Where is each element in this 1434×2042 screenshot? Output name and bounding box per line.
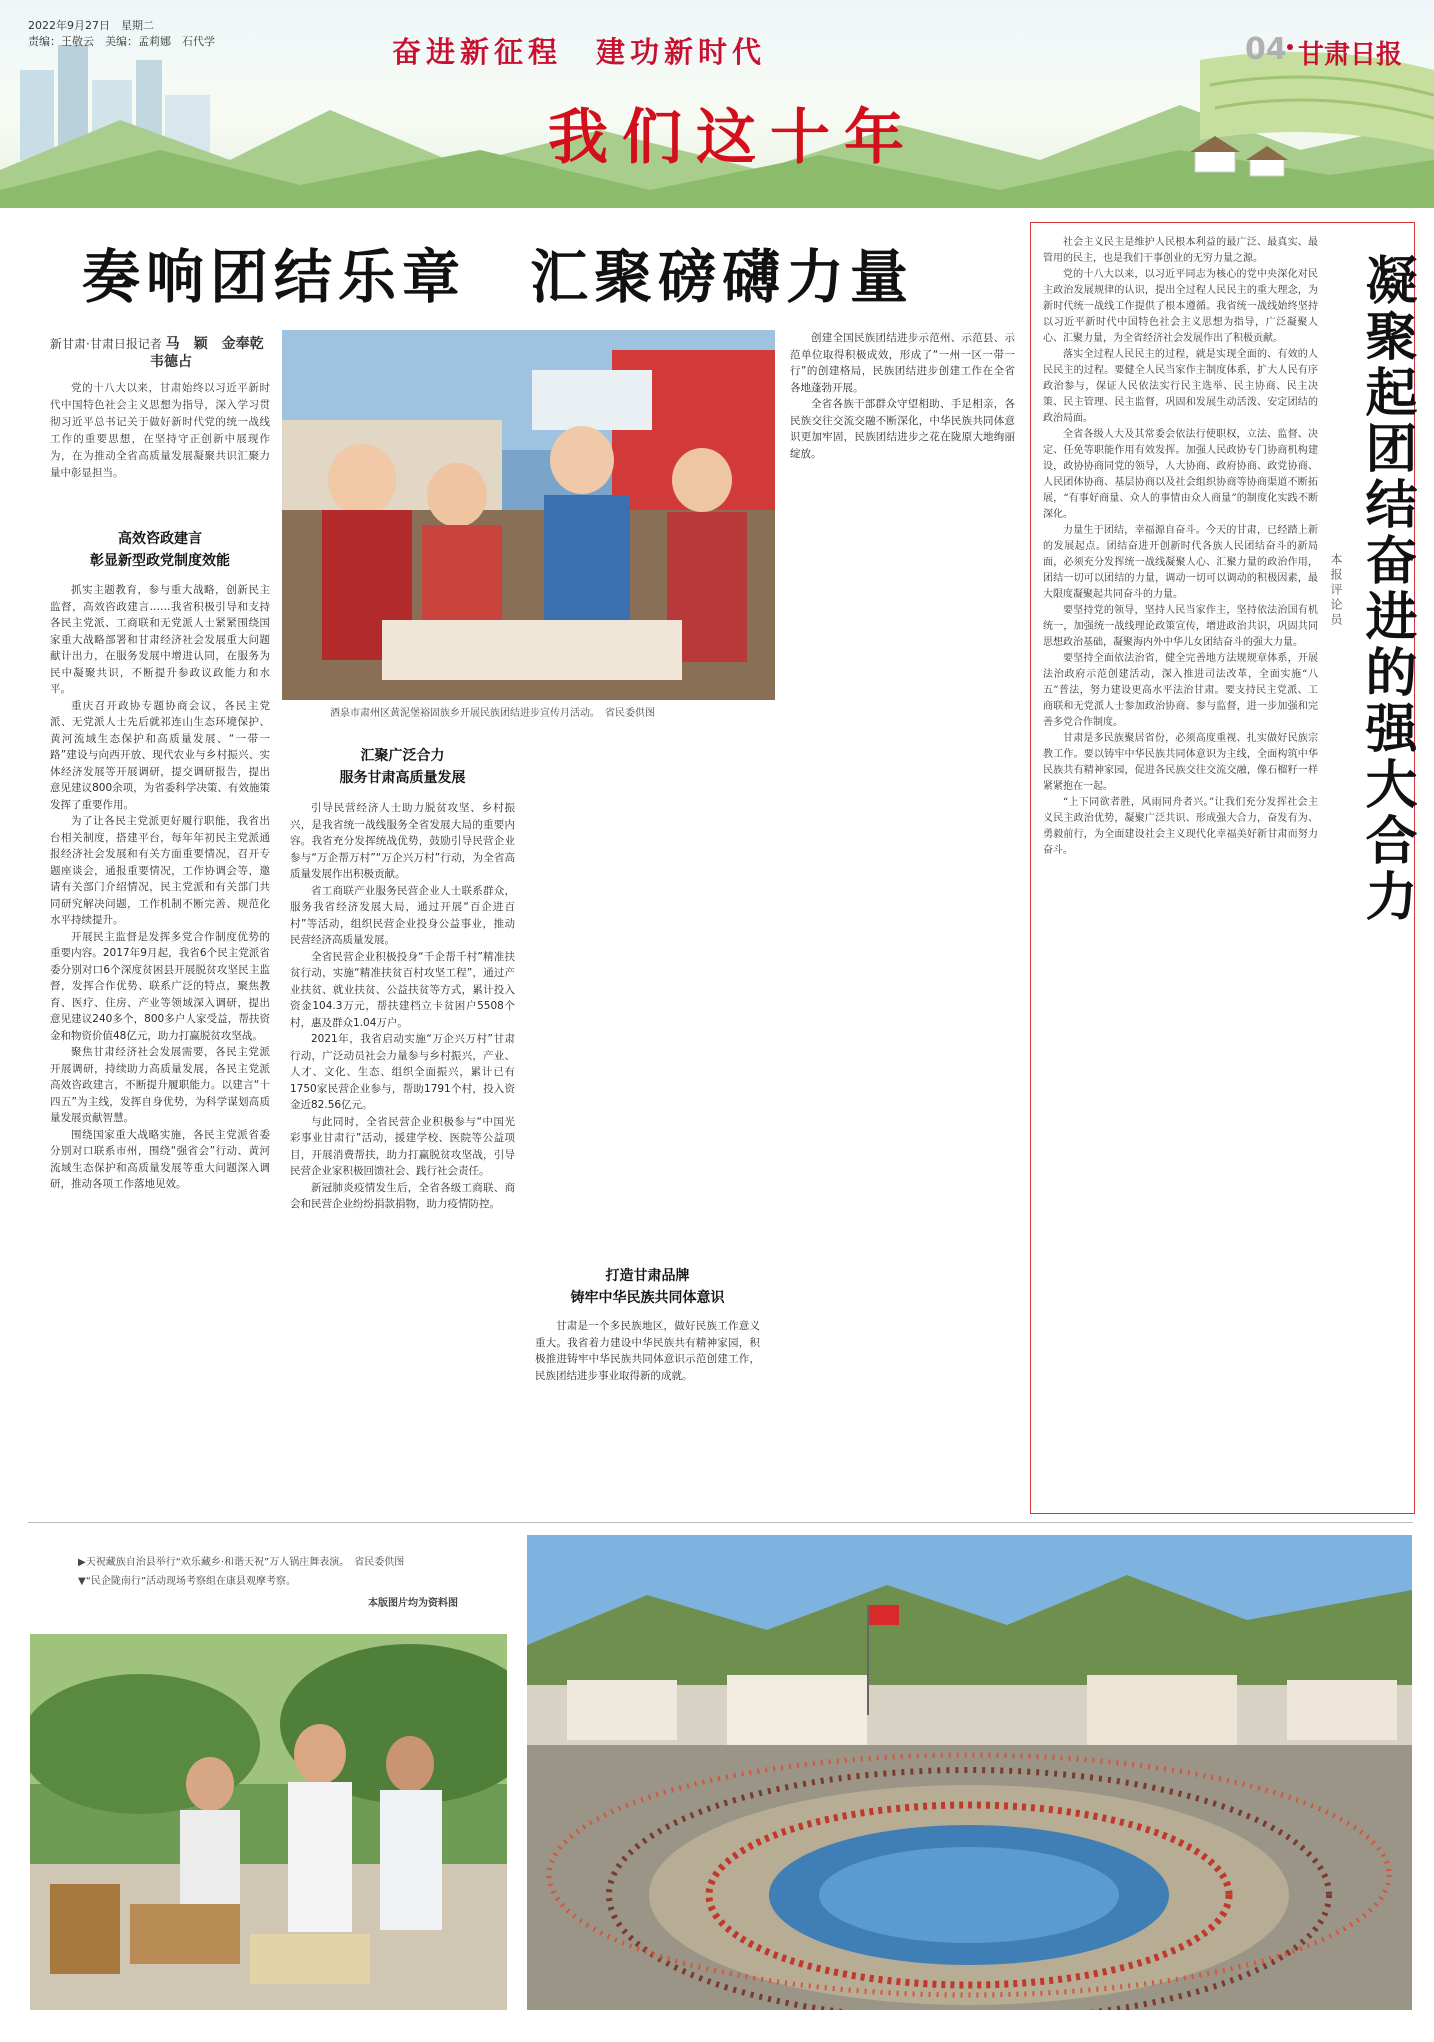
section-1-title-line1: 高效咨政建言 <box>118 531 202 547</box>
issue-date: 2022年9月27日 星期二 <box>28 19 154 32</box>
editorial-body <box>1043 235 1318 1500</box>
bottom-caption-3: 本版图片均为资料图 <box>368 1598 458 1609</box>
separator-dot-icon <box>1287 44 1293 50</box>
paragraph: 抓实主题教育，参与重大战略，创新民主监督，高效咨政建言……我省积极引导和支持各民主党派、工商联和无党派人士紧紧围绕国家重大战略部署和甘肃经济社会发展重大问题献计出力，在服务发展中增进认同，在服务为民中凝聚共识，不断提升参政议政能力和水平。 <box>50 584 270 695</box>
section-1-heading <box>50 528 270 572</box>
byline <box>50 335 270 371</box>
slogan: 奋进新征程 建功新时代 <box>392 35 767 69</box>
section-3-heading <box>535 1265 760 1309</box>
column-2-body <box>290 800 515 1504</box>
paper-name: 甘肃日报 <box>1298 40 1403 70</box>
top-photo <box>282 330 775 700</box>
bottom-caption-1: ▶天祝藏族自治县举行“欢乐藏乡·和谐天祝”万人锅庄舞表演。 省民委供图 <box>78 1557 405 1568</box>
paragraph: 全省各族干部群众守望相助、手足相亲，各民族交往交流交融不断深化，中华民族共同体意识更加牢固，民族团结进步之花在陇原大地绚丽绽放。 <box>790 398 1015 460</box>
editors-credit: 责编：王敬云 美编：孟莉娜 石代学 <box>28 35 215 48</box>
masthead <box>0 0 1434 208</box>
editorial-paragraph: 要坚持党的领导，坚持人民当家作主，坚持依法治国有机统一，加强统一战线理论政策宣传，增进政治共识，巩固共同思想政治基础，凝聚海内外中华儿女团结奋斗的强大力量。 <box>1043 605 1318 648</box>
top-photo-caption: 酒泉市肃州区黄泥堡裕固族乡开展民族团结进步宣传月活动。 省民委供图 <box>330 708 655 719</box>
column-1-body <box>50 582 270 1504</box>
section-2-title-line2: 服务甘肃高质量发展 <box>339 770 466 786</box>
bottom-divider <box>28 1522 1413 1523</box>
photo-guozhuang-dance-performance <box>527 1535 1412 2010</box>
paragraph: 甘肃是一个多民族地区，做好民族工作意义重大。我省着力建设中华民族共有精神家园，积极推进铸牢中华民族共同体意识示范创建工作，民族团结进步事业取得新的成就。 <box>535 1320 760 1382</box>
editorial-box <box>1030 222 1415 1514</box>
bottom-caption-2: ▼“民企陇南行”活动现场考察组在康县观摩考察。 <box>78 1576 297 1587</box>
photo-business-inspection <box>30 1634 507 2010</box>
paragraph: 与此同时，全省民营企业积极参与“中国光彩事业甘肃行”活动，援建学校、医院等公益项目，开展消费帮扶，助力打赢脱贫攻坚战，引导民营企业家积极回馈社会、践行社会责任。 <box>290 1115 515 1177</box>
section-3-title-line2: 铸牢中华民族共同体意识 <box>570 1290 725 1306</box>
editorial-paragraph: 落实全过程人民民主的过程，就是实现全面的、有效的人民民主的过程。要健全人民当家作主制度体系，扩大人民有序政治参与，保证人民依法实行民主选举、民主协商、民主决策、民主管理、民主监督，巩固和发展生动活泼、安定团结的政治局面。 <box>1043 349 1318 424</box>
editorial-paragraph: 社会主义民主是维护人民根本利益的最广泛、最真实、最管用的民主，也是我们干事创业的无穷力量之源。 <box>1043 237 1318 264</box>
paragraph: 2021年，我省启动实施“万企兴万村”甘肃行动，广泛动员社会力量参与乡村振兴，产业、人才、文化、生态、组织全面振兴，累计已有1750家民营企业参与，帮助1791个村，投入资金近82.56亿元。 <box>290 1033 515 1111</box>
photo-ethnic-unity-event <box>282 330 775 700</box>
page-number: 04 <box>1245 32 1287 67</box>
series-title: 我们这十年 <box>548 103 918 173</box>
section-3-title-line1: 打造甘肃品牌 <box>605 1268 690 1284</box>
editorial-paragraph: 力量生于团结，幸福源自奋斗。今天的甘肃，已经踏上新的发展起点。团结奋进开创新时代各族人民团结奋斗的新局面，必须充分发挥统一战线凝聚人心、汇聚力量的政治作用，团结一切可以团结的力量，调动一切可以调动的积极因素，最大限度凝聚起共同奋斗的力量。 <box>1043 525 1318 600</box>
editorial-title: 凝聚起团结奋进的强大合力 <box>1356 253 1416 925</box>
byline-prefix: 新甘肃·甘肃日报记者 <box>50 337 162 351</box>
paragraph: 重庆召开政协专题协商会议，各民主党派、无党派人士先后就祁连山生态环境保护、黄河流域生态保护和高质量发展、“一带一路”建设与向西开放、现代农业与乡村振兴、实体经济发展等开展调研，提交调研报告，提出意见建议800余项，为省委科学决策、有效施策发挥了重要作用。 <box>50 699 270 811</box>
bottom-right-photo <box>527 1535 1412 2010</box>
editorial-paragraph: 要坚持全面依法治省，健全完善地方法规规章体系，开展法治政府示范创建活动，深入推进司法改革，全面实施“八五”普法，努力建设更高水平法治甘肃。要支持民主党派、工商联和无党派人士参加政治协商、参与监督，进一步加强和完善多党合作制度。 <box>1043 653 1318 728</box>
article-headline: 奏响团结乐章 汇聚磅礴力量 <box>82 243 915 311</box>
section-2-heading <box>290 745 515 789</box>
editorial-paragraph: 党的十八大以来，以习近平同志为核心的党中央深化对民主政治发展规律的认识，提出全过程人民民主的重大理念，为新时代统一战线工作提供了根本遵循。我省统一战线始终坚持以习近平新时代中国特色社会主义思想为指导，广泛凝聚人心、汇聚力量，为全省经济社会发展作出了积极贡献。 <box>1043 269 1318 344</box>
section-1-title-line2: 彰显新型政党制度效能 <box>90 553 230 569</box>
paragraph: 省工商联产业服务民营企业人士联系群众，服务我省经济发展大局，通过开展“百企进百村”等活动，组织民营企业投身公益事业，推动民营经济高质量发展。 <box>290 884 515 946</box>
paragraph: 全省民营企业积极投身“千企帮千村”精准扶贫行动，实施“精准扶贫百村攻坚工程”，通过产业扶贫、就业扶贫、公益扶贫等方式，累计投入资金104.3万元，帮扶建档立卡贫困户5508个村，惠及群众1.04万户。 <box>290 950 515 1029</box>
column-4-body <box>790 330 1015 1504</box>
paragraph: 创建全国民族团结进步示范州、示范县、示范单位取得积极成效，形成了“一州一区一带一行”的创建格局，民族团结进步创建工作在全省各地蓬勃开展。 <box>790 332 1015 394</box>
paragraph: 引导民营经济人士助力脱贫攻坚、乡村振兴，是我省统一战线服务全省发展大局的重要内容。我省充分发挥统战优势，鼓励引导民营企业参与“万企帮万村”“万企兴万村”行动，为全省高质量发展作出积极贡献。 <box>290 802 515 880</box>
article-intro: 党的十八大以来，甘肃始终以习近平新时代中国特色社会主义思想为指导，深入学习贯彻习近平总书记关于做好新时代党的统一战线工作的重要思想，在坚持守正创新中展现作为，在为推动全省高质量发展凝聚共识汇聚力量中彰显担当。 <box>50 382 270 479</box>
column-3-body-lower <box>535 1318 760 1504</box>
paragraph: 聚焦甘肃经济社会发展需要，各民主党派开展调研，持续助力高质量发展，各民主党派高效咨政建言，不断提升履职能力。以建言“十四五”为主线，发挥自身优势，为科学谋划高质量发展贡献智慧。 <box>50 1046 270 1124</box>
byline-authors: 马 颖 金奉乾 <box>165 336 264 352</box>
byline-authors-2: 韦德占 <box>150 354 192 370</box>
editorial-paragraph: 甘肃是多民族聚居省份，必须高度重视、扎实做好民族宗教工作。要以铸牢中华民族共同体意识为主线，全面构筑中华民族共有精神家园，促进各民族交往交流交融，像石榴籽一样紧紧抱在一起。 <box>1043 733 1318 792</box>
section-2-title-line1: 汇聚广泛合力 <box>360 748 445 764</box>
editorial-label: 本报评论员 <box>1329 553 1343 628</box>
paragraph: 新冠肺炎疫情发生后，全省各级工商联、商会和民营企业纷纷捐款捐物，助力疫情防控。 <box>290 1181 515 1210</box>
paragraph: 围绕国家重大战略实施，各民主党派省委分别对口联系市州，围绕“强省会”行动、黄河流域生态保护和高质量发展等重大问题深入调研，推动各项工作落地见效。 <box>50 1128 270 1190</box>
editorial-paragraph: “上下同欲者胜，风雨同舟者兴。”让我们充分发挥社会主义民主政治优势，凝聚广泛共识、形成强大合力，奋发有为、勇毅前行，为全面建设社会主义现代化幸福美好新甘肃而努力奋斗。 <box>1043 797 1318 856</box>
paragraph: 开展民主监督是发挥多党合作制度优势的重要内容。2017年9月起，我省6个民主党派省委分别对口6个深度贫困县开展脱贫攻坚民主监督，发挥合作优势、联系广泛的特点，聚焦教育、医疗、住房、产业等领域深入调研，提出意见建议240多个，800多户人家受益，帮扶资金和物资价值48亿元，助力打赢脱贫攻坚战。 <box>50 930 270 1042</box>
bottom-left-photo <box>30 1634 507 2010</box>
editorial-paragraph: 全省各级人大及其常委会依法行使职权，立法、监督、决定、任免等职能作用有效发挥。加强人民政协专门协商机构建设，政协协商同党的领导，人大协商、政府协商、政党协商、人民团体协商、基层协商以及社会组织协商等协商渠道不断拓展，“有事好商量、众人的事情由众人商量”的制度化实践不断深化。 <box>1043 429 1318 520</box>
paragraph: 为了让各民主党派更好履行职能，我省出台相关制度，搭建平台，每年年初民主党派通报经济社会发展和有关方面重要情况，召开专题座谈会，通报重要情况，工作协调会等，邀请有关部门介绍情况，民主党派和有关部门共同研究解决问题，工作机制不断完善、规范化水平持续提升。 <box>50 815 270 926</box>
